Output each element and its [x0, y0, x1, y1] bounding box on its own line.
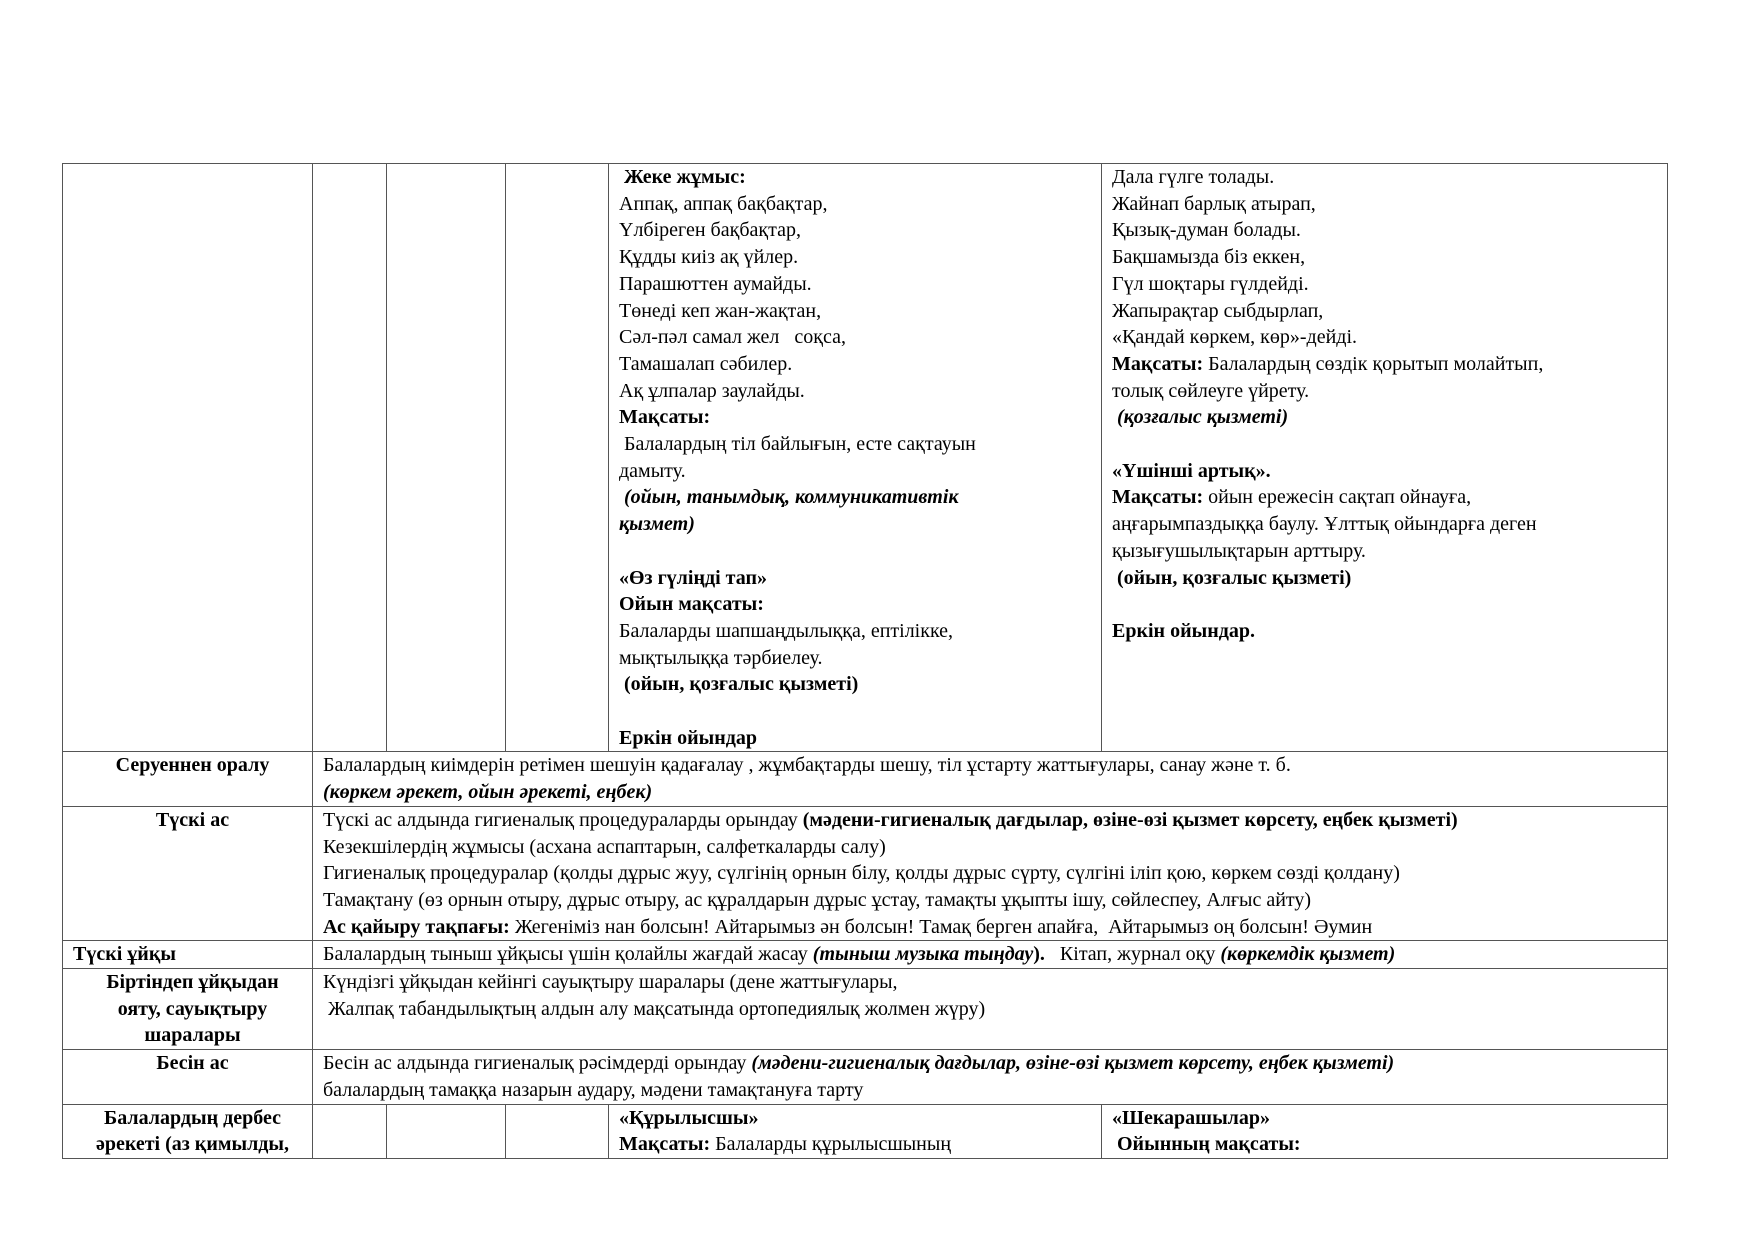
walk-cell-mon — [313, 164, 387, 752]
snack-label: Бесін ас — [63, 1050, 313, 1104]
return-row — [63, 752, 1668, 806]
poem-line: «Қандай көркем, көр»-дейді. — [1112, 326, 1358, 349]
independent-row — [63, 1104, 1668, 1158]
goal-label: Мақсаты: — [619, 1133, 711, 1156]
game-goal-text: мықтылыққа тәрбиелеу. — [619, 646, 823, 669]
goal-label: Мақсаты: — [1112, 352, 1204, 375]
walk-cell-fri — [1102, 164, 1668, 752]
nap-content — [313, 941, 1668, 969]
independent-label-line: Балалардың дербес — [104, 1106, 281, 1129]
poem-line: Парашюттен аумайды. — [619, 272, 812, 295]
goal-label: Мақсаты: — [619, 406, 711, 429]
individual-work-title: Жеке жұмыс: — [624, 166, 746, 188]
meal-prayer-text: Жегеніміз нан болсын! Айтарымыз ән болсын! Тамақ берген апайға, Айтарымыз оң болсын! Әумин — [509, 915, 1373, 938]
lunch-row — [63, 806, 1668, 941]
poem-line: Төнеді кеп жан-жақтан, — [619, 299, 822, 322]
game-title: «Үшінші артық». — [1112, 459, 1271, 482]
independent-label — [63, 1104, 313, 1158]
return-text: Балалардың киімдерін ретімен шешуін қадағалау , жұмбақтарды шешу, тіл ұстарту жаттығулары, санау және т. б. — [323, 754, 1291, 777]
lunch-activity: (мәдени-гигиеналық дағдылар, өзіне-өзі қызмет көрсету, еңбек қызметі) — [802, 808, 1458, 831]
nap-text-sep: ). — [1033, 943, 1060, 966]
nap-line — [323, 941, 1667, 968]
wake-content — [313, 969, 1668, 1050]
lunch-text: Түскі ас алдында гигиеналық процедураларды орындау — [323, 808, 803, 831]
snack-activity: (мәдени-гигиеналық дағдылар, өзіне-өзі қызмет көрсету, еңбек қызметі) — [751, 1052, 1395, 1075]
nap-activity-2: (көркемдік қызмет) — [1220, 943, 1396, 966]
game-goal-label: Ойынның мақсаты: — [1112, 1133, 1301, 1156]
independent-cell-thu — [609, 1104, 1102, 1158]
lunch-label: Түскі ас — [63, 806, 313, 941]
independent-label-line: әрекеті (аз қимылды, — [95, 1133, 290, 1156]
game-goal-line — [619, 1131, 1101, 1158]
snack-text: Бесін ас алдында гигиеналық рәсімдерді орындау — [323, 1052, 752, 1075]
game-title: «Өз гүліңді тап» — [619, 566, 767, 589]
independent-cell-wed — [506, 1104, 609, 1158]
poem-line: Гүл шоқтары гүлдейді. — [1112, 272, 1309, 295]
walk-cell-thu — [609, 164, 1102, 752]
walk-cell-tue — [387, 164, 506, 752]
nap-text-2: Кітап, журнал оқу — [1059, 943, 1221, 966]
game-goal-text: аңғарымпаздыққа баулу. Ұлттық ойындарға деген — [1112, 513, 1537, 536]
game-title: «Құрылысшы» — [619, 1106, 759, 1129]
game-goal-text: Балаларды шапшаңдылыққа, ептілікке, — [619, 619, 954, 642]
walk-row — [63, 164, 1668, 752]
goal-text: толық сөйлеуге үйрету. — [1112, 379, 1310, 402]
game-goal-text: ойын ережесін сақтап ойнауға, — [1203, 486, 1472, 509]
snack-line — [323, 1050, 1667, 1077]
snack-line: балалардың тамаққа назарын аудару, мәдени тамақтануға тарту — [323, 1078, 864, 1101]
wake-line: Жалпақ табандылықтың алдын алу мақсатында ортопедиялық жолмен жүру) — [323, 997, 986, 1020]
lunch-line: Кезекшілердің жұмысы (асхана аспаптарын, салфеткаларды салу) — [323, 835, 886, 858]
game-goal-label: Мақсаты: — [1112, 486, 1204, 509]
game-goal-label: Ойын мақсаты: — [619, 593, 764, 616]
goal-text: Балалардың тіл байлығын, есте сақтауын — [619, 433, 976, 456]
return-activity: (көркем әрекет, ойын әрекеті, еңбек) — [323, 781, 653, 804]
poem-line: Сәл-пәл самал жел соқса, — [619, 326, 846, 349]
snack-row — [63, 1050, 1668, 1104]
goal-line — [1112, 351, 1667, 378]
free-games: Еркін ойындар. — [1112, 619, 1255, 642]
game-activity-type: (ойын, қозғалыс қызметі) — [1112, 566, 1352, 589]
poem-line: Тамашалап сәбилер. — [619, 352, 793, 375]
wake-line: Күндізгі ұйқыдан кейінгі сауықтыру шаралары (дене жаттығулары, — [323, 971, 898, 994]
independent-cell-fri — [1102, 1104, 1668, 1158]
lunch-line — [323, 807, 1667, 834]
poem-line: Құдды киіз ақ үйлер. — [619, 246, 799, 269]
nap-label: Түскі ұйқы — [63, 941, 313, 969]
lunch-line — [323, 914, 1667, 941]
goal-text: Балалардың сөздік қорытып молайтып, — [1203, 352, 1544, 375]
nap-text: Балалардың тыныш ұйқысы үшін қолайлы жағдай жасау — [323, 943, 813, 966]
game-title: «Шекарашылар» — [1112, 1106, 1271, 1129]
meal-prayer-label: Ас қайыру тақпағы: — [323, 915, 510, 938]
nap-activity: (тыныш музыка тыңдау — [812, 943, 1034, 966]
wake-label-line: ояту, сауықтыру — [117, 997, 268, 1020]
poem-line: Үлбіреген бақбақтар, — [619, 219, 801, 242]
wake-row — [63, 969, 1668, 1050]
lunch-line: Гигиеналық процедуралар (қолды дұрыс жуу, сүлгінің орнын білу, қолды дұрыс сүрту, сүлгіні іліп қою, көркем сөзді қолдану) — [323, 862, 1400, 885]
return-content — [313, 752, 1668, 806]
wake-label-line: Біртіндеп ұйқыдан — [106, 971, 279, 994]
poem-line: Бақшамызда біз еккен, — [1112, 246, 1306, 269]
goal-text: Балаларды құрылысшының — [710, 1133, 952, 1156]
return-label: Серуеннен оралу — [63, 752, 313, 806]
independent-cell-tue — [387, 1104, 506, 1158]
poem-line: Аппақ, аппақ бақбақтар, — [619, 192, 828, 215]
activity-type: қызмет) — [619, 513, 695, 536]
walk-label-cell — [63, 164, 313, 752]
poem-line: Қызық-думан болады. — [1112, 219, 1301, 242]
snack-content — [313, 1050, 1668, 1104]
wake-label — [63, 969, 313, 1050]
poem-line: Жайнап барлық атырап, — [1112, 192, 1316, 215]
lunch-content — [313, 806, 1668, 941]
free-games: Еркін ойындар — [619, 726, 757, 749]
walk-cell-wed — [506, 164, 609, 752]
goal-text: дамыту. — [619, 459, 686, 482]
game-goal-line — [1112, 484, 1667, 511]
game-goal-text: қызығушылықтарын арттыру. — [1112, 539, 1366, 562]
independent-cell-mon — [313, 1104, 387, 1158]
activity-type: (қозғалыс қызметі) — [1112, 406, 1289, 429]
poem-line: Ақ ұлпалар заулайды. — [619, 379, 805, 402]
game-activity-type: (ойын, қозғалыс қызметі) — [619, 673, 859, 696]
lunch-line: Тамақтану (өз орнын отыру, дұрыс отыру, ас құралдарын дұрыс ұстау, тамақты ұқыпты ішу, сөйлеспеу, Алғыс айту) — [323, 888, 1312, 911]
poem-line: Дала гүлге толады. — [1112, 166, 1275, 188]
wake-label-line: шаралары — [144, 1024, 241, 1047]
poem-line: Жапырақтар сыбдырлап, — [1112, 299, 1324, 322]
daily-plan-table — [62, 163, 1668, 1159]
nap-row — [63, 941, 1668, 969]
activity-type: (ойын, танымдық, коммуникативтік — [619, 486, 959, 509]
